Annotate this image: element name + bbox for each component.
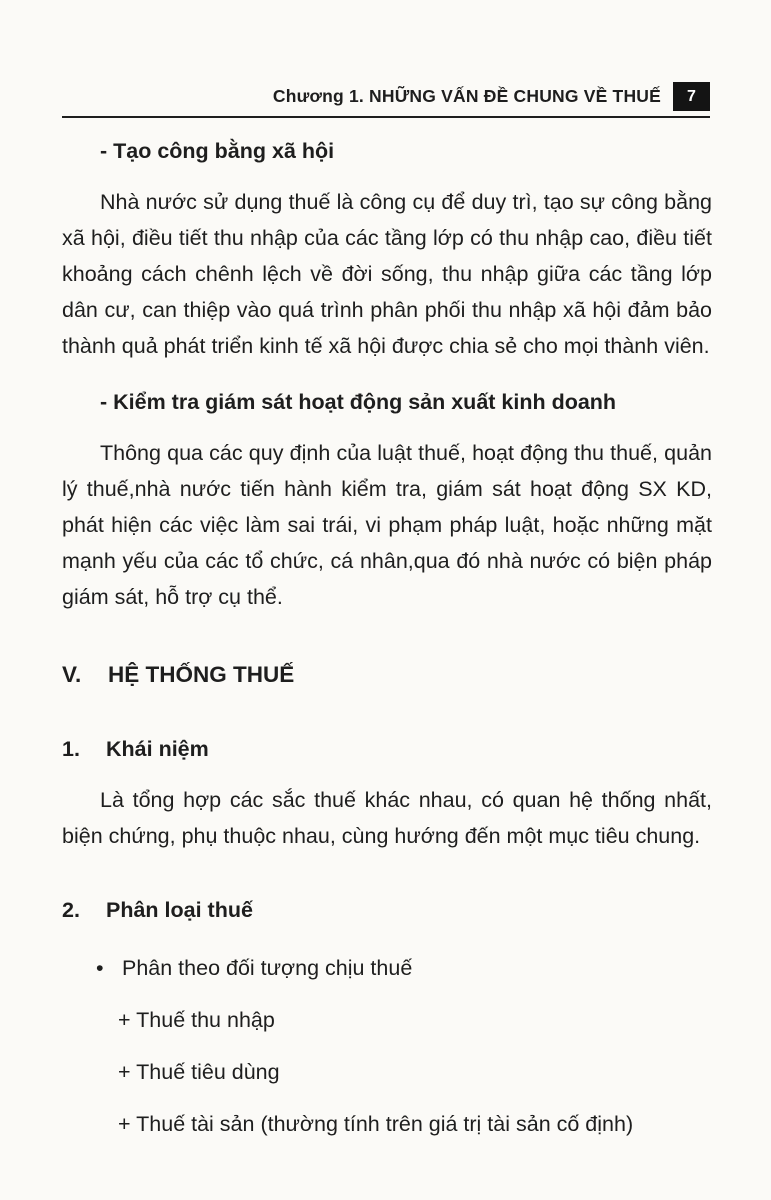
heading-business-inspection: - Kiểm tra giám sát hoạt động sản xuất kinh doanh (100, 390, 617, 414)
heading-social-equity: - Tạo công bằng xã hội (100, 139, 335, 163)
section-heading-tax-system (62, 657, 712, 693)
paragraph-business-inspection: Thông qua các quy định của luật thuế, hoạt động thu thuế, quản lý thuế,nhà nước tiến hành kiểm tra, giám sát hoạt động SX KD, phát hiện các việc làm sai trái, vi phạm pháp luật, hoặc những mặt mạnh yếu của các tổ chức, cá nhân,qua đó nhà nước có biện pháp giám sát, hỗ trợ cụ thể. (62, 441, 712, 609)
page-body (62, 133, 712, 1142)
subsection-classification (62, 892, 712, 928)
bullet-label: Phân theo đối tượng chịu thuế (122, 956, 413, 980)
section-title: HỆ THỐNG THUẾ (108, 662, 295, 687)
plus-list-item-property-tax: + Thuế tài sản (thường tính trên giá trị tài sản cố định) (118, 1112, 634, 1136)
subsection-number: 2. (62, 898, 80, 922)
chapter-title: Chương 1. NHỮNG VẤN ĐỀ CHUNG VỀ THUẾ (272, 86, 661, 106)
bullet-icon: • (96, 956, 104, 980)
section-number: V. (62, 662, 82, 687)
page-header (62, 82, 710, 111)
subsection-concept (62, 731, 712, 767)
paragraph-social-equity: Nhà nước sử dụng thuế là công cụ để duy trì, tạo sự công bằng xã hội, điều tiết thu nhập của các tầng lớp có thu nhập cao, điều tiết khoảng cách chênh lệch về đời sống, thu nhập giữa các tầng lớp dân cư, can thiệp vào quá trình phân phối thu nhập xã hội đảm bảo thành quả phát triển kinh tế xã hội được chia sẻ cho mọi thành viên. (62, 190, 712, 358)
header-divider (62, 116, 710, 118)
subsection-title: Khái niệm (106, 737, 209, 761)
bullet-item-tax-object (96, 950, 712, 986)
paragraph-concept: Là tổng hợp các sắc thuế khác nhau, có quan hệ thống nhất, biện chứng, phụ thuộc nhau, cùng hướng đến một mục tiêu chung. (62, 788, 712, 848)
page-number-badge: 7 (673, 82, 710, 111)
plus-list-item-income-tax: + Thuế thu nhập (118, 1008, 275, 1032)
subsection-number: 1. (62, 737, 80, 761)
subsection-title: Phân loại thuế (106, 898, 253, 922)
plus-list-item-consumption-tax: + Thuế tiêu dùng (118, 1060, 280, 1084)
